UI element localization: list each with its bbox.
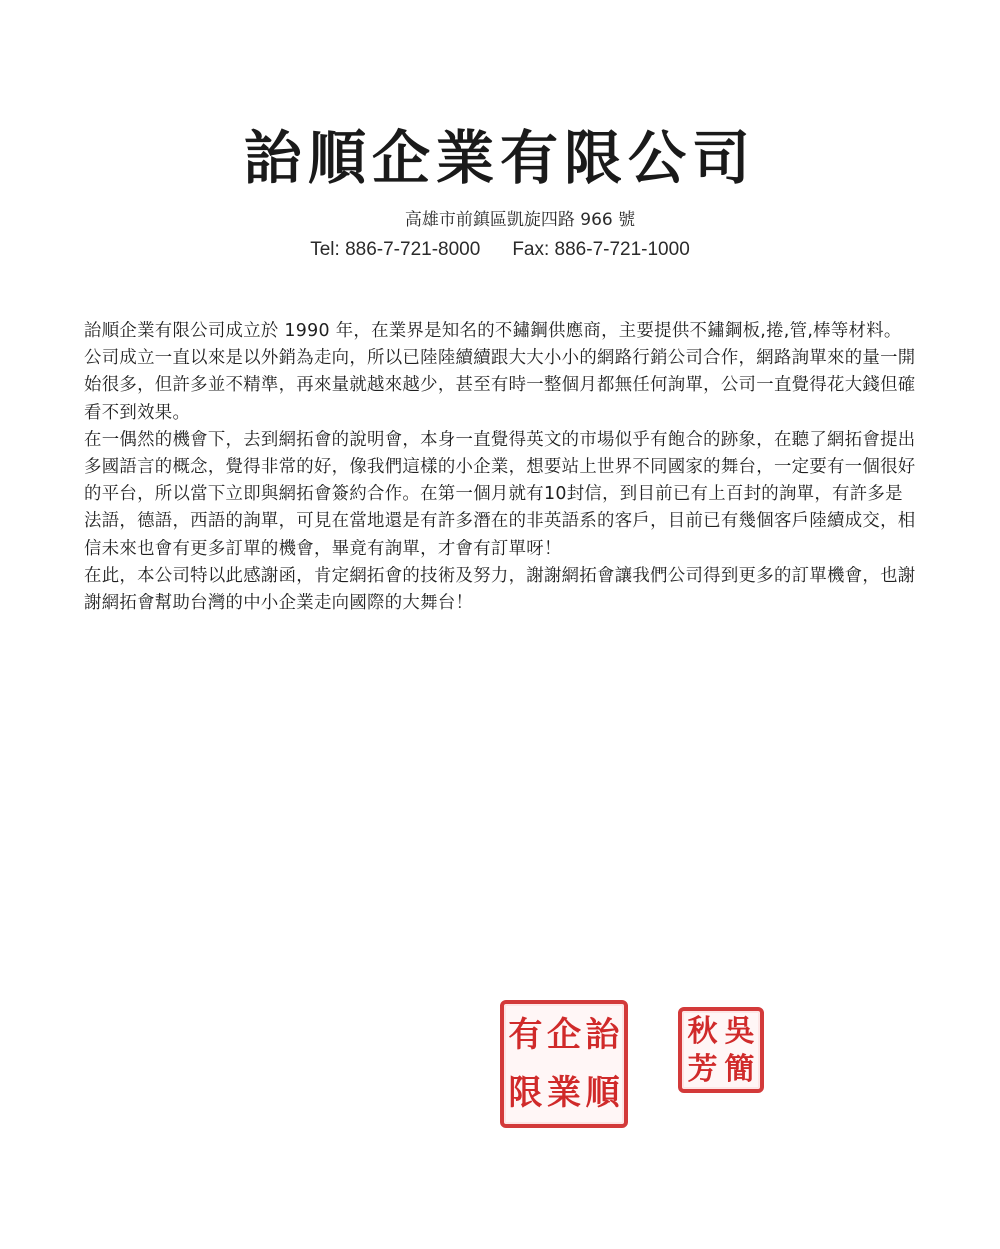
seal-character: 順 — [585, 1073, 620, 1113]
company-seal — [500, 1000, 628, 1128]
seal-character: 詒 — [585, 1015, 620, 1055]
seal-character: 業 — [547, 1073, 581, 1113]
seal-character: 簡 — [724, 1052, 755, 1087]
letter-paragraph: 在一偶然的機會下，去到網拓會的說明會，本身一直覺得英文的市場似乎有飽合的跡象，在聽了網拓會提出多國語言的概念，覺得非常的好，像我們這樣的小企業，想要站上世界不同國家的舞台，一定要有一個很好的平台，所以當下立即與網拓會簽約合作。在第一個月就有10封信，到目前已有上百封的詢單，有許多是法語，德語，西語的詢單，可見在當地還是有許多潛在的非英語系的客戶，目前已有幾個客戶陸續成交，相信未來也會有更多訂單的機會，畢竟有詢單，才會有訂單呀！ — [84, 429, 916, 559]
seal-character: 限 — [508, 1073, 543, 1113]
telephone-number: Tel: 886-7-721-8000 — [310, 239, 481, 260]
seal-character: 芳 — [687, 1052, 718, 1087]
seal-character: 吳 — [724, 1014, 755, 1049]
seal-character: 企 — [547, 1015, 581, 1055]
letter-body — [84, 318, 920, 617]
seal-character: 有 — [508, 1015, 543, 1055]
fax-number: Fax: 886-7-721-1000 — [512, 239, 690, 260]
letter-paragraph: 詒順企業有限公司成立於 1990 年，在業界是知名的不鏽鋼供應商，主要提供不鏽鋼板,捲,管,棒等材料。 — [84, 321, 902, 341]
seal-character: 秋 — [687, 1014, 718, 1049]
personal-seal — [678, 1007, 764, 1093]
company-address: 高雄市前鎮區凱旋四路 966 號 — [404, 210, 636, 230]
company-name: 詒順企業有限公司 — [243, 124, 756, 192]
letter-paragraph: 公司成立一直以來是以外銷為走向，所以已陸陸續續跟大大小小的網路行銷公司合作，網路詢單來的量一開始很多，但許多並不精準，再來量就越來越少，甚至有時一整個月都無任何詢單，公司一直覺得花大錢但確看不到效果。 — [84, 348, 916, 423]
letter-paragraph: 在此，本公司特以此感謝函，肯定網拓會的技術及努力，謝謝網拓會讓我們公司得到更多的訂單機會，也謝謝網拓會幫助台灣的中小企業走向國際的大舞台！ — [84, 565, 916, 614]
contact-line — [0, 237, 1000, 263]
